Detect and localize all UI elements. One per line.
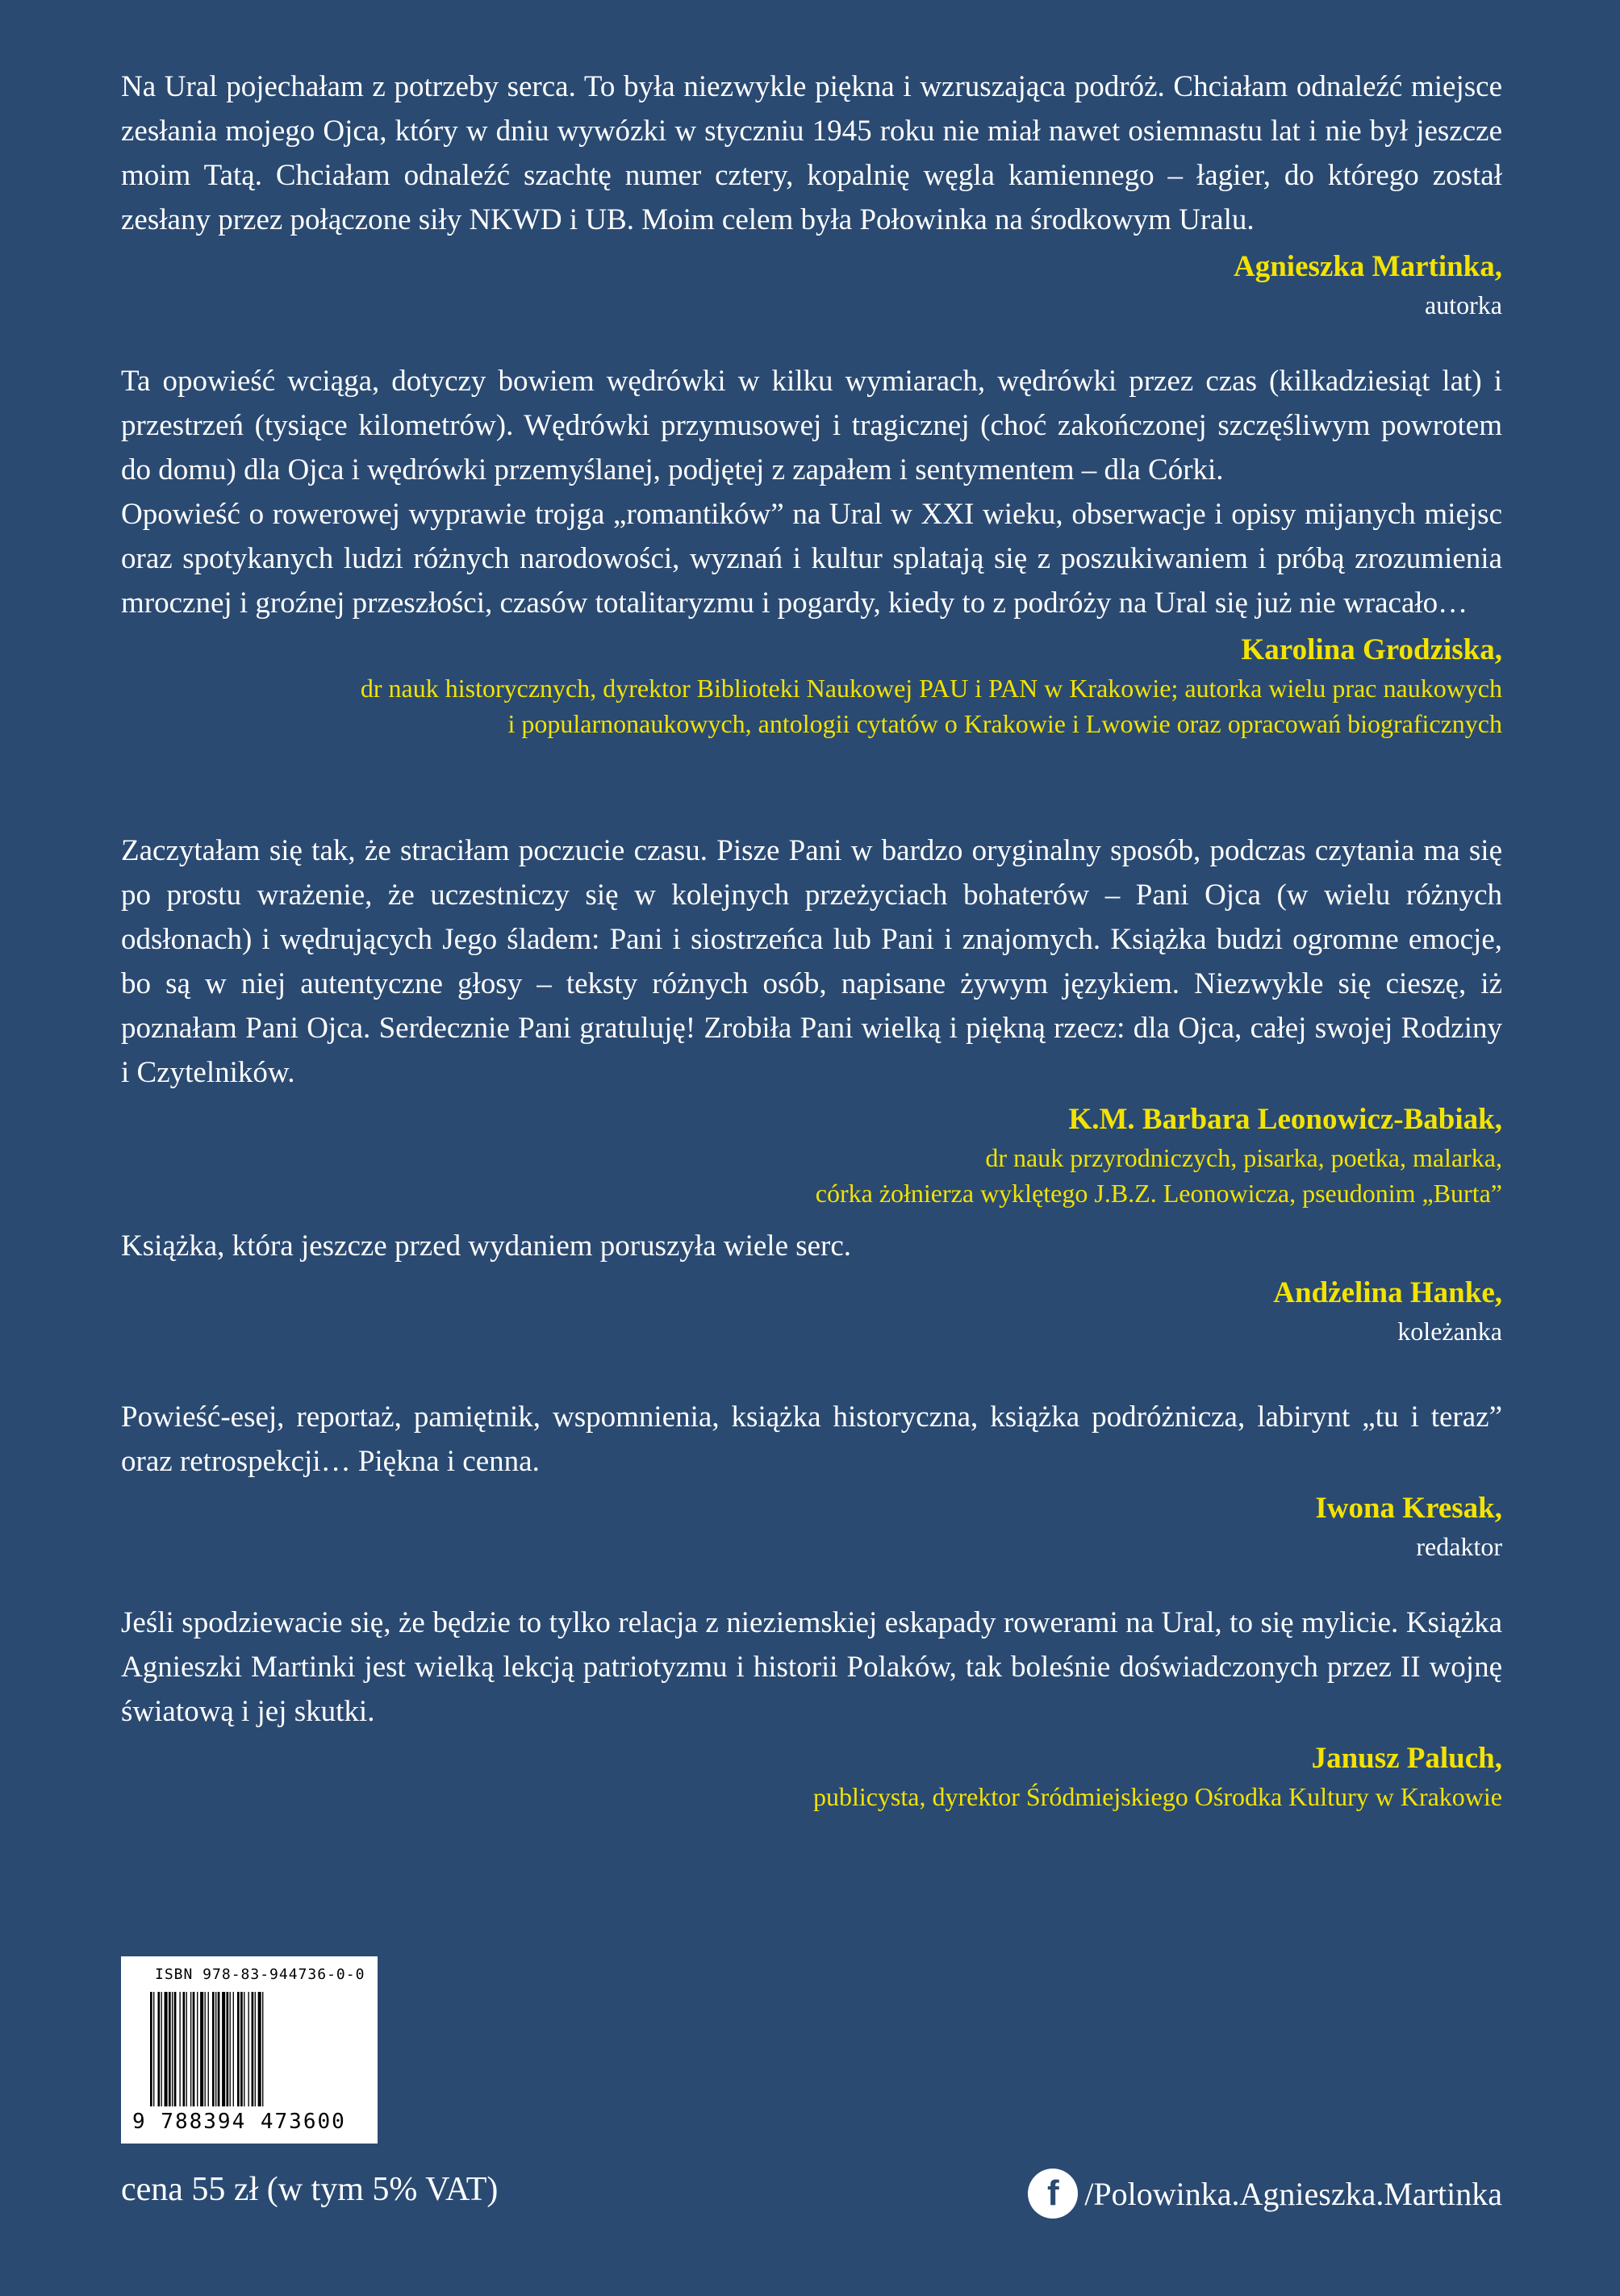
barcode-bar: [237, 1992, 240, 2106]
blurb-text: Powieść-esej, reportaż, pamiętnik, wspomnienia, książka historyczna, książka podróżnicza, labirynt „tu i teraz” oraz retrospekcji… Piękna i cenna.: [121, 1401, 1502, 1478]
blurb-text: Ta opowieść wciąga, dotyczy bowiem wędrówki w kilku wymiarach, wędrówki przez czas (kilkadziesiąt lat) i przestrzeń (tysiące kilometrów). Wędrówki przymusowej i tragicznej (choć zakończonej szczęśliwym powrotem do domu) dla Ojca i wędrówki przemyślanej, podjętej z zapałem i sentymentem – dla Córki.: [121, 365, 1502, 486]
blurb-role: koleżanka: [1397, 1317, 1502, 1346]
barcode-bar: [172, 1992, 173, 2106]
price-label: cena 55 zł (w tym 5% VAT): [121, 2171, 499, 2208]
blurb-5: [121, 1395, 1502, 1601]
barcode-bar: [165, 1992, 168, 2106]
blurb-role: redaktor: [1416, 1532, 1502, 1561]
barcode-bar: [150, 1992, 152, 2106]
blurb-text: Opowieść o rowerowej wyprawie trojga „romantików” na Ural w XXI wieku, obserwacje i opisy mijanych miejsc oraz spotykanych ludzi różnych narodowości, wyznań i kultur splatają się z poszukiwaniem i próbą zrozumienia mrocznej i groźnej przeszłości, czasów totalitaryzmu i pogardy, kiedy to z podróży na Ural się już nie wracało…: [121, 498, 1502, 620]
barcode-bar: [218, 1992, 220, 2106]
barcode-bar: [183, 1992, 186, 2106]
blurb-6: [121, 1601, 1502, 1814]
blurb-role: publicysta, dyrektor Śródmiejskiego Ośrodka Kultury w Krakowie: [812, 1782, 1502, 1811]
barcode-bar: [190, 1992, 191, 2106]
blurb-4: [121, 1224, 1502, 1395]
facebook-link[interactable]: [1028, 2169, 1502, 2219]
barcode-bar: [233, 1992, 234, 2106]
blurb-role: autorka: [1425, 290, 1502, 319]
barcode-bar: [179, 1992, 180, 2106]
blurb-author: Janusz Paluch,: [1311, 1742, 1502, 1775]
blurb-role: dr nauk historycznych, dyrektor Biblioteki Naukowej PAU i PAN w Krakowie; autorka wielu prac naukowych: [360, 674, 1502, 703]
barcode-bar: [227, 1992, 229, 2106]
blurb-text: Jeśli spodziewacie się, że będzie to tylko relacja z nieziemskiej eskapady rowerami na Ural, to się mylicie. Książka Agnieszki Martinki jest wielką lekcją patriotyzmu i historii Polaków, tak boleśnie doświadczonych przez II wojnę światową i jej skutki.: [121, 1606, 1502, 1728]
blurb-author: Iwona Kresak,: [1315, 1492, 1502, 1525]
barcode-bar: [200, 1992, 203, 2106]
barcode-bar: [169, 1992, 171, 2106]
barcode-bar: [174, 1992, 177, 2106]
barcode-bar: [161, 1992, 162, 2106]
isbn-barcode: [121, 1956, 378, 2144]
blurb-role: dr nauk przyrodniczych, pisarka, poetka, malarka,: [985, 1143, 1502, 1172]
barcode-bar: [208, 1992, 209, 2106]
blurb-3: [121, 829, 1502, 1224]
barcode-bar: [258, 1992, 261, 2106]
barcode-bar: [248, 1992, 249, 2106]
barcode-bar: [240, 1992, 243, 2106]
blurbs-column: [121, 65, 1502, 1814]
barcode-bar: [197, 1992, 198, 2106]
blurb-author: Agnieszka Martinka,: [1234, 250, 1502, 283]
blurb-1: [121, 65, 1502, 359]
barcode-bar: [252, 1992, 254, 2106]
blurb-text: Zaczytałam się tak, że straciłam poczucie czasu. Pisze Pani w bardzo oryginalny sposób, podczas czytania ma się po prostu wrażenie, że uczestniczy się w kolejnych przeżyciach bohaterów – Pani Ojca (w wielu różnych odsłonach) i wędrujących Jego śladem: Pani i siostrzeńca lub Pani i znajomych. Książka budzi ogromne emocje, bo są w niej autentyczne głosy – teksty różnych osób, napisane żywym językiem. Niezwykle się cieszę, iż poznałam Pani Ojca. Serdecznie Pani gratuluję! Zrobiła Pani wielką i piękną rzecz: dla Ojca, całej swojej Rodziny i Czytelników.: [121, 834, 1502, 1089]
blurb-role: córka żołnierza wyklętego J.B.Z. Leonowicza, pseudonim „Burta”: [815, 1179, 1502, 1208]
facebook-handle[interactable]: /Polowinka.Agnieszka.Martinka: [1084, 2175, 1502, 2212]
blurb-text: Książka, która jeszcze przed wydaniem poruszyła wiele serc.: [121, 1229, 852, 1263]
blurb-author: Karolina Grodziska,: [1241, 633, 1502, 666]
facebook-icon[interactable]: f: [1028, 2169, 1078, 2219]
barcode-bar: [186, 1992, 187, 2106]
barcode-digits: 9 788394 473600: [132, 2110, 346, 2134]
barcode-bar: [205, 1992, 206, 2106]
barcode-bar: [255, 1992, 256, 2106]
blurb-author: Andżelina Hanke,: [1273, 1276, 1502, 1309]
blurb-role: i popularnonaukowych, antologii cytatów o Krakowie i Lwowie oraz opracowań biograficznych: [507, 709, 1502, 738]
barcode-bar: [212, 1992, 215, 2106]
barcode-bar: [230, 1992, 231, 2106]
blurb-author: K.M. Barbara Leonowicz-Babiak,: [1068, 1103, 1502, 1136]
blurb-text: Na Ural pojechałam z potrzeby serca. To była niezwykle piękna i wzruszająca podróż. Chciałam odnaleźć miejsce zesłania mojego Ojca, który w dniu wywózki w styczniu 1945 roku nie miał nawet osiemnastu lat i nie był jeszcze moim Tatą. Chciałam odnaleźć szachtę numer cztery, kopalnię węgla kamiennego – łagier, do którego został zesłany przez połączone siły NKWD i UB. Moim celem była Połowinka na środkowym Uralu.: [121, 70, 1502, 236]
barcode-bar: [262, 1992, 263, 2106]
blurb-2: [121, 359, 1502, 829]
barcode-bars: [150, 1992, 352, 2106]
barcode-bar: [222, 1992, 225, 2106]
barcode-bar: [157, 1992, 160, 2106]
barcode-bar: [153, 1992, 154, 2106]
barcode-bar: [215, 1992, 216, 2106]
isbn-label: ISBN 978-83-944736-0-0: [155, 1966, 365, 1983]
barcode-bar: [193, 1992, 195, 2106]
